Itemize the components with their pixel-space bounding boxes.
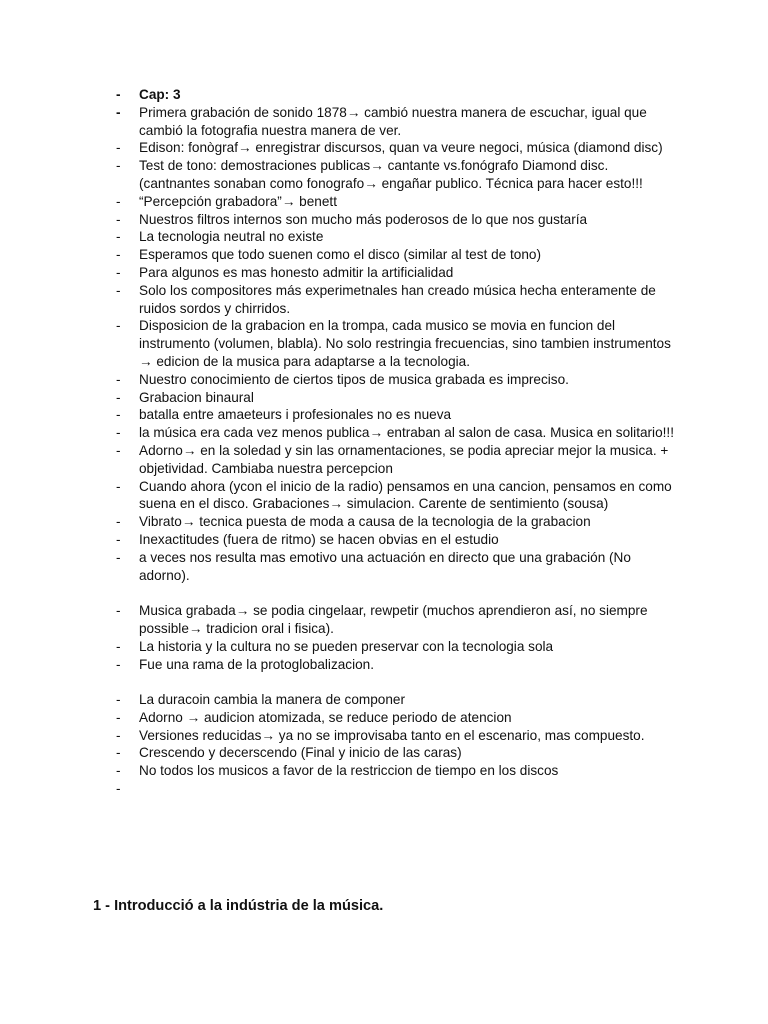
bullet-item [116, 193, 676, 211]
bullet-text: No todos los musicos a favor de la restriccion de tiempo en los discos [139, 763, 559, 779]
bullet-item [116, 513, 676, 531]
bullet-item [116, 478, 676, 514]
bullet-text: La duracoin cambia la manera de componer [139, 692, 405, 708]
bullet-item [116, 602, 676, 638]
bullet-text: Esperamos que todo suenen como el disco (similar al test de tono) [139, 247, 541, 263]
section-heading: 1 - Introducció a la indústria de la música. [93, 898, 384, 914]
bullet-item [116, 656, 676, 674]
bullet-dash: - [116, 104, 121, 120]
bullet-item [116, 389, 676, 407]
bullet-dash: - [116, 763, 121, 779]
bullet-dash: - [116, 425, 121, 441]
bullet-dash: - [116, 514, 121, 530]
bullet-item [116, 139, 676, 157]
bullet-text: Inexactitudes (fuera de ritmo) se hacen obvias en el estudio [139, 531, 499, 547]
bullet-dash: - [116, 371, 121, 387]
bullet-text: la música era cada vez menos publica→ entraban al salon de casa. Musica en solitario!!! [139, 425, 674, 441]
bullet-dash: - [116, 211, 121, 227]
bullet-text: a veces nos resulta mas emotivo una actuación en directo que una grabación (No adorno). [139, 549, 631, 583]
bullet-dash: - [116, 87, 121, 102]
bullet-dash: - [116, 478, 121, 494]
bullet-item [116, 762, 676, 780]
bullet-dash: - [116, 407, 121, 423]
bullet-dash: - [116, 229, 121, 245]
bullet-item [116, 442, 676, 478]
bullet-item [116, 727, 676, 745]
bullet-item [116, 424, 676, 442]
bullet-text: Vibrato→ tecnica puesta de moda a causa de la tecnologia de la grabacion [139, 514, 591, 530]
bullet-text: Crescendo y decerscendo (Final y inicio de las caras) [139, 745, 462, 761]
bullet-dash: - [116, 656, 121, 672]
bullet-item [116, 638, 676, 656]
bullet-dash: - [116, 389, 121, 405]
bullet-text: Fue una rama de la protoglobalizacion. [139, 656, 375, 672]
bullet-text: Para algunos es mas honesto admitir la artificialidad [139, 264, 454, 280]
bullet-item [116, 246, 676, 264]
bullet-dash: - [116, 603, 121, 619]
bullet-item [116, 406, 676, 424]
bullet-text: Test de tono: demostraciones publicas→ cantante vs.fonógrafo Diamond disc. (cantnantes sonaban como fonografo→ engañar publico. Técnica para hacer esto!!! [139, 158, 643, 191]
bullet-item [116, 157, 676, 193]
bullet-dash: - [116, 193, 121, 209]
bullet-text: Edison: fonògraf→ enregistrar discursos, quan va veure negoci, música (diamond disc) [139, 140, 663, 156]
bullet-dash: - [116, 318, 121, 334]
bullet-item [116, 371, 676, 389]
bullet-dash: - [116, 781, 121, 797]
bullet-dash: - [116, 692, 121, 708]
bullet-item [116, 691, 676, 709]
bullet-dash: - [116, 158, 121, 174]
bullet-text: Nuestro conocimiento de ciertos tipos de musica grabada es impreciso. [139, 371, 569, 387]
bullet-item [116, 744, 676, 762]
bullet-dash: - [116, 442, 121, 458]
blank-line [116, 673, 676, 691]
bullet-item [116, 264, 676, 282]
bullet-text: Grabacion binaural [139, 389, 254, 405]
bullet-item [116, 86, 676, 104]
bullet-dash: - [116, 264, 121, 280]
bullet-dash: - [116, 549, 121, 565]
bullet-item [116, 531, 676, 549]
bullet-item [116, 282, 676, 318]
bullet-dash: - [116, 247, 121, 263]
bullet-dash: - [116, 531, 121, 547]
bullet-dash: - [116, 140, 121, 156]
blank-line [116, 584, 676, 602]
bullet-item [116, 709, 676, 727]
bullet-text: Adorno → audicion atomizada, se reduce periodo de atencion [139, 709, 512, 725]
bullet-dash: - [116, 638, 121, 654]
bullet-text: “Percepción grabadora”→ benett [139, 193, 337, 209]
bullet-dash: - [116, 745, 121, 761]
bullet-dash: - [116, 727, 121, 743]
bullet-text: Nuestros filtros internos son mucho más poderosos de lo que nos gustaría [139, 211, 588, 227]
bullet-dash: - [116, 709, 121, 725]
bullet-text: Primera grabación de sonido 1878→ cambió nuestra manera de escuchar, igual que cambió la fotografia nuestra manera de ver. [139, 104, 647, 138]
bullet-item [116, 228, 676, 246]
bullet-text: Versiones reducidas→ ya no se improvisaba tanto en el escenario, mas compuesto. [139, 727, 645, 743]
bullet-text: Cap: 3 [139, 87, 181, 102]
bullet-text: Adorno→ en la soledad y sin las ornamentaciones, se podia apreciar mejor la musica. + objetividad. Cambiaba nuestra percepcion [139, 442, 669, 476]
bullet-text: Solo los compositores más experimetnales han creado música hecha enteramente de ruidos sordos y chirridos. [139, 282, 656, 316]
bullet-item [116, 104, 676, 140]
bullet-item [116, 549, 676, 585]
bullet-text: Musica grabada→ se podia cingelaar, rewpetir (muchos aprendieron así, no siempre possible→ tradicion oral i fisica). [139, 603, 648, 636]
bullet-text: Disposicion de la grabacion en la trompa, cada musico se movia en funcion del instrumento (volumen, blabla). No solo restringia frecuencias, sino tambien instrumentos → edicion de la musica para adaptarse a la tecnologia. [139, 318, 671, 369]
bullet-item [116, 317, 676, 370]
bullet-dash: - [116, 282, 121, 298]
notes-bullet-list [116, 86, 676, 797]
bullet-text: Cuando ahora (ycon el inicio de la radio) pensamos en una cancion, pensamos en como suena en el disco. Grabaciones→ simulacion. Carente de sentimiento (sousa) [139, 478, 672, 512]
bullet-text: La historia y la cultura no se pueden preservar con la tecnologia sola [139, 638, 554, 654]
bullet-text: La tecnologia neutral no existe [139, 229, 324, 245]
bullet-item [116, 211, 676, 229]
bullet-text: batalla entre amaeteurs i profesionales no es nueva [139, 407, 452, 423]
